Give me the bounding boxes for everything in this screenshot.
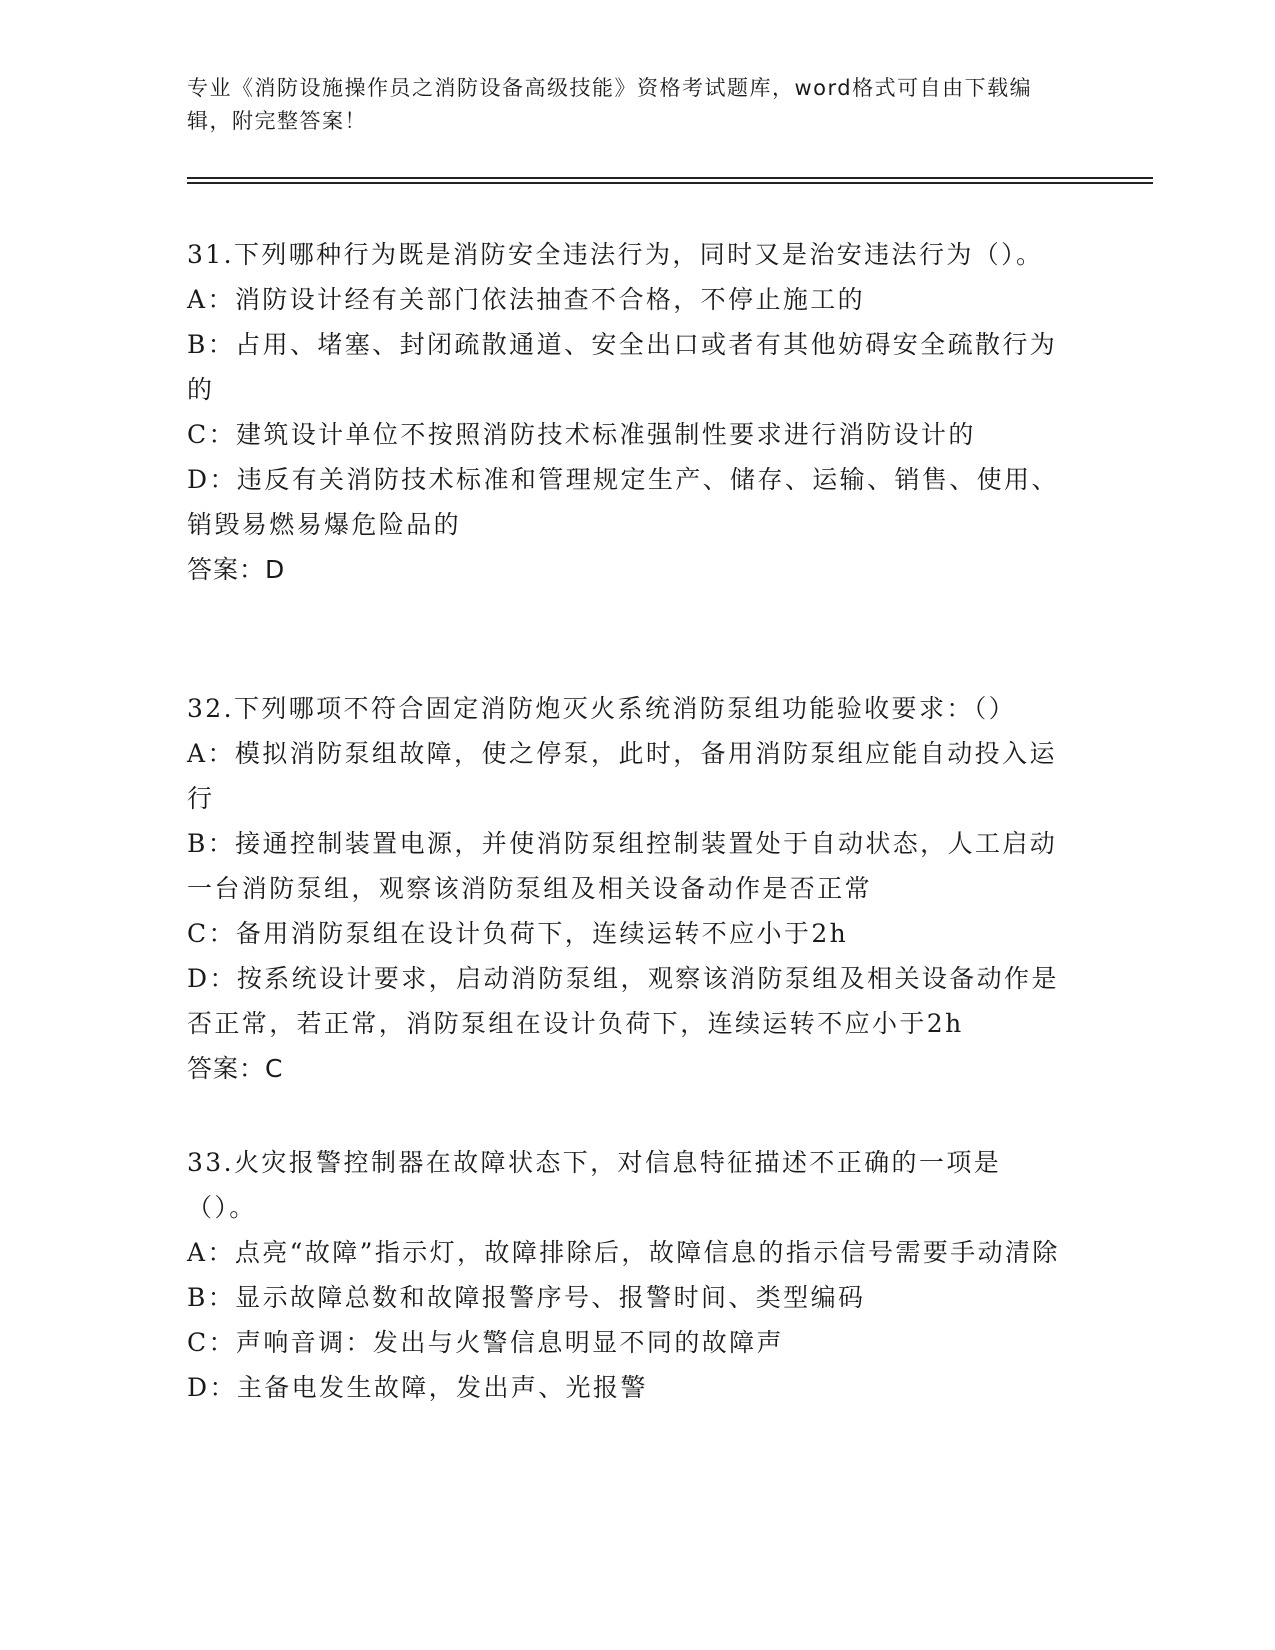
question-stem: 32.下列哪项不符合固定消防炮灭火系统消防泵组功能验收要求：（） [187, 694, 1017, 723]
header-divider-top [187, 177, 1153, 179]
question-stem: 33.火灾报警控制器在故障状态下，对信息特征描述不正确的一项是（）。 [187, 1148, 1002, 1222]
option-b: B：占用、堵塞、封闭疏散通道、安全出口或者有其他妨碍安全疏散行为的 [187, 330, 1058, 404]
option-a: A：模拟消防泵组故障，使之停泵，此时，备用消防泵组应能自动投入运行 [187, 739, 1057, 813]
option-b: B：接通控制装置电源，并使消防泵组控制装置处于自动状态，人工启动一台消防泵组，观察该消防泵组及相关设备动作是否正常 [187, 829, 1058, 903]
document-header: 专业《消防设施操作员之消防设备高级技能》资格考试题库，word格式可自由下载编辑，附完整答案！ [187, 76, 1033, 133]
question-33 [187, 1140, 1067, 1410]
option-d: D：按系统设计要求，启动消防泵组，观察该消防泵组及相关设备动作是否正常，若正常，消防泵组在设计负荷下，连续运转不应小于2h [187, 964, 1059, 1038]
question-stem: 31.下列哪种行为既是消防安全违法行为，同时又是治安违法行为（）。 [187, 240, 1044, 269]
option-c: C：声响音调：发出与火警信息明显不同的故障声 [187, 1328, 784, 1357]
option-a: A：消防设计经有关部门依法抽查不合格，不停止施工的 [187, 285, 866, 314]
option-c: C：建筑设计单位不按照消防技术标准强制性要求进行消防设计的 [187, 420, 976, 449]
question-32 [187, 686, 1067, 1091]
option-d: D：违反有关消防技术标准和管理规定生产、储存、运输、销售、使用、销毁易燃易爆危险品的 [187, 465, 1059, 539]
option-a: A：点亮“故障”指示灯，故障排除后，故障信息的指示信号需要手动清除 [187, 1238, 1060, 1267]
question-31 [187, 232, 1067, 592]
answer-line: 答案：C [187, 1054, 284, 1083]
answer-line: 答案：D [187, 555, 286, 584]
option-c: C：备用消防泵组在设计负荷下，连续运转不应小于2h [187, 919, 849, 948]
option-b: B：显示故障总数和故障报警序号、报警时间、类型编码 [187, 1283, 866, 1312]
option-d: D：主备电发生故障，发出声、光报警 [187, 1373, 648, 1402]
header-divider-bottom [187, 182, 1153, 184]
